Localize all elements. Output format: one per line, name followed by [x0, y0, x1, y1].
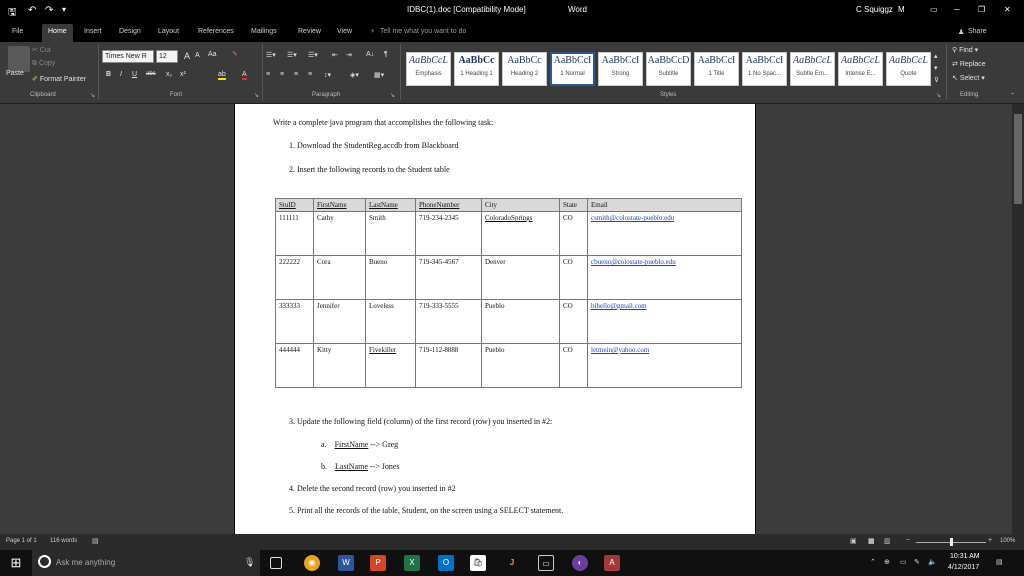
list-marker: b. [321, 462, 327, 471]
table-cell: 111111 [276, 212, 314, 256]
cut-button[interactable] [32, 46, 51, 54]
decrease-indent-icon[interactable]: ⇤ [332, 52, 338, 59]
align-center-icon[interactable]: ≡ [280, 71, 285, 78]
select-button[interactable] [952, 74, 985, 82]
step-4: 4. Delete the second record (row) you inserted in #2 [289, 484, 456, 493]
table-row [276, 256, 742, 300]
cursor-icon: ↖ [952, 75, 960, 82]
style-tile[interactable] [454, 52, 499, 86]
table-row [276, 212, 742, 256]
copy-button[interactable] [32, 60, 55, 68]
status-bar [0, 534, 1024, 550]
style-tile[interactable] [646, 52, 691, 86]
style-name: Strong [611, 71, 630, 77]
clock-time[interactable]: 10:31 AM [950, 553, 980, 560]
customize-qat-icon[interactable]: ▾ [62, 5, 67, 14]
style-sample: AaBbCcI [553, 55, 592, 66]
clear-format-icon[interactable]: ✎ [232, 51, 238, 58]
java-icon[interactable]: J [509, 558, 515, 567]
field-value: --> Jones [367, 462, 400, 471]
tell-me-search[interactable]: Tell me what you want to do [380, 28, 467, 35]
underline-button[interactable]: U [132, 71, 138, 78]
table-header-row [276, 199, 742, 212]
tray-chevron-icon[interactable]: ⌃ [870, 559, 876, 566]
table-cell: Fivekiller [366, 344, 416, 388]
table-cell: csmith@colostate-pueblo.edu [588, 212, 742, 256]
access-taskbar-icon[interactable]: A [604, 555, 620, 571]
restore-icon[interactable]: ❐ [978, 5, 986, 14]
table-cell: CO [560, 256, 588, 300]
style-tile[interactable] [598, 52, 643, 86]
style-sample: AaBbCcL [889, 55, 928, 66]
style-tile[interactable] [790, 52, 835, 86]
clock-date[interactable]: 4/12/2017 [948, 564, 980, 571]
table-cell: ColoradoSprings [482, 212, 560, 256]
user-name[interactable]: C Squiggz [856, 5, 893, 14]
app-name: Word [568, 5, 587, 14]
style-name: Subtle Em... [796, 71, 829, 77]
list-marker: a. [321, 440, 327, 449]
cortana-icon [38, 555, 51, 568]
style-sample: AaBbCcL [841, 55, 880, 66]
paragraph-launcher-icon[interactable]: ↘ [390, 93, 396, 99]
table-cell: 719-234-2345 [416, 212, 482, 256]
table-cell: 719-333-5555 [416, 300, 482, 344]
shading-icon[interactable]: ◈▾ [350, 72, 359, 79]
step-1: 1. Download the StudentReg.accdb from Blackboard [289, 141, 459, 150]
windows-start-icon[interactable]: ⊞ [10, 555, 22, 570]
document-canvas [0, 104, 1024, 534]
cut-label: Cut [39, 47, 51, 54]
print-layout-icon[interactable]: ▦ [868, 538, 875, 545]
task-view-icon[interactable] [270, 557, 282, 569]
vertical-scrollbar[interactable] [1012, 104, 1024, 534]
cortana-search-box[interactable] [32, 550, 260, 576]
align-right-icon[interactable]: ≡ [294, 71, 299, 78]
style-name: Heading 2 [510, 71, 539, 77]
justify-icon[interactable]: ≡ [308, 71, 313, 78]
lightbulb-icon: ♀ [370, 28, 376, 35]
word-count[interactable]: 116 words [50, 538, 78, 544]
step-3a [321, 440, 398, 449]
table-cell: Loveless [366, 300, 416, 344]
paste-button[interactable]: Paste [6, 70, 24, 77]
volume-icon[interactable]: 🔈 [928, 559, 937, 566]
style-tile[interactable] [406, 52, 451, 86]
style-name: 1 Title [708, 71, 725, 77]
tab-design[interactable]: Design [119, 28, 141, 35]
styles-scroll-up-icon[interactable]: ▴ [934, 53, 938, 60]
zoom-in-button[interactable]: + [988, 537, 993, 544]
font-color-icon[interactable]: A [242, 71, 247, 78]
font-size-select[interactable]: 12 [156, 50, 178, 63]
search-icon: ⚲ [952, 47, 960, 54]
chrome-icon[interactable]: ◉ [304, 555, 320, 571]
replace-button[interactable] [952, 60, 986, 68]
style-tile[interactable] [742, 52, 787, 86]
powerpoint-taskbar-icon[interactable]: P [370, 555, 386, 571]
pen-icon[interactable]: ✎ [914, 559, 920, 566]
bold-button[interactable]: B [106, 71, 112, 78]
table-cell: Bueno [366, 256, 416, 300]
outlook-taskbar-icon[interactable]: O [438, 555, 454, 571]
divider [400, 44, 401, 100]
proofing-icon[interactable]: ▤ [92, 538, 99, 545]
field-value: --> Greg [368, 440, 399, 449]
chevron-down-icon: ▾ [979, 75, 985, 82]
style-sample: AaBbCcI [745, 55, 784, 66]
clipboard-launcher-icon[interactable]: ↘ [90, 93, 96, 99]
table-cell: Smith [366, 212, 416, 256]
table-cell: Cathy [314, 212, 366, 256]
table-cell: 719-112-8888 [416, 344, 482, 388]
style-name: Subtitle [658, 71, 679, 77]
table-body [276, 212, 742, 388]
share-button[interactable]: Share [968, 28, 987, 35]
style-sample: AaBbCc [507, 55, 542, 66]
style-name: Intense E... [845, 71, 876, 77]
table-cell: CO [560, 344, 588, 388]
increase-indent-icon[interactable]: ⇥ [346, 52, 352, 59]
copy-label: Copy [38, 60, 56, 67]
battery-icon[interactable]: ▭ [900, 559, 907, 566]
style-name: 1 No Spac... [747, 71, 782, 77]
styles-group-label: Styles [660, 92, 677, 98]
subscript-button[interactable]: x₂ [166, 71, 173, 78]
change-case-button[interactable]: Aa [208, 51, 217, 58]
collapse-ribbon-icon[interactable]: ⌃ [1010, 93, 1016, 99]
app-icon[interactable]: ◐ [572, 555, 588, 571]
ribbon-tabs [0, 22, 1024, 42]
style-tile[interactable] [694, 52, 739, 86]
font-launcher-icon[interactable]: ↘ [254, 93, 260, 99]
editing-group-label: Editing [960, 92, 979, 98]
table-cell: 719-345-4567 [416, 256, 482, 300]
style-sample: AaBbCcL [793, 55, 832, 66]
style-sample: AaBbCcL [409, 55, 448, 66]
style-tile[interactable] [838, 52, 883, 86]
style-name: Emphasis [415, 71, 442, 77]
copy-icon: ⧉ [32, 60, 39, 67]
style-tile[interactable] [886, 52, 931, 86]
style-sample: AaBbCcI [697, 55, 736, 66]
network-icon[interactable]: ⊕ [884, 559, 890, 566]
table-header-cell: StuID [276, 199, 314, 212]
table-cell: 444444 [276, 344, 314, 388]
scissors-icon: ✂ [32, 47, 40, 54]
table-header-cell: City [482, 199, 560, 212]
table-cell: Pueblo [482, 300, 560, 344]
title-bar [0, 0, 1024, 22]
strikethrough-button[interactable]: abc [146, 71, 156, 77]
tab-view[interactable]: View [337, 28, 353, 35]
task-intro: Write a complete java program that accomplishes the following task: [273, 118, 494, 127]
sort-button[interactable]: A↓ [366, 51, 375, 58]
document-title: IDBC(1).doc [Compatibility Mode] [407, 5, 526, 14]
replace-label: Replace [959, 61, 986, 68]
style-name: 1 Heading 1 [460, 71, 493, 77]
zoom-slider-thumb[interactable] [950, 538, 953, 546]
style-sample: AaBbCc [458, 55, 495, 66]
clipboard-group-label: Clipboard [30, 92, 56, 98]
style-name: 1 Normal [560, 71, 585, 77]
table-cell: Jennifer [314, 300, 366, 344]
find-button[interactable] [952, 46, 978, 54]
table-header-cell: PhoneNumber [416, 199, 482, 212]
font-group-label: Font [170, 92, 183, 98]
zoom-level[interactable]: 100% [1000, 538, 1016, 544]
brush-icon: ✐ [32, 76, 40, 83]
italic-button[interactable]: I [120, 71, 122, 78]
search-placeholder: Ask me anything [56, 558, 116, 567]
table-cell: 222222 [276, 256, 314, 300]
table-header-cell: State [560, 199, 588, 212]
table-cell: 333333 [276, 300, 314, 344]
undo-icon[interactable]: ↶ [28, 5, 37, 16]
step-2: 2. Insert the following records to the Student table [289, 165, 450, 174]
tab-mailings[interactable]: Mailings [251, 28, 277, 35]
styles-scroll-down-icon[interactable]: ▾ [934, 65, 938, 72]
step-3: 3. Update the following field (column) of the first record (row) you inserted in #2: [289, 417, 553, 426]
field-name: LastName [335, 462, 368, 471]
format-painter-button[interactable] [32, 75, 86, 83]
borders-icon[interactable]: ▦▾ [374, 72, 385, 79]
style-tile[interactable] [550, 52, 595, 86]
font-family-select[interactable]: Times New R [102, 50, 154, 63]
table-cell: Pueblo [482, 344, 560, 388]
table-row [276, 344, 742, 388]
page-count[interactable]: Page 1 of 1 [6, 538, 37, 544]
grow-font-button[interactable]: A [184, 51, 191, 61]
style-sample: AaBbCcI [601, 55, 640, 66]
tab-layout[interactable]: Layout [158, 28, 180, 35]
tab-review[interactable]: Review [298, 28, 321, 35]
terminal-icon[interactable]: ▭ [538, 555, 554, 571]
tab-references[interactable]: References [198, 28, 234, 35]
highlight-icon[interactable]: ab [218, 71, 226, 78]
home-ribbon [0, 42, 1024, 104]
tab-insert[interactable]: Insert [84, 28, 102, 35]
find-label: Find [959, 47, 973, 54]
line-spacing-icon[interactable]: ↕▾ [324, 72, 332, 79]
web-layout-icon[interactable]: ▥ [884, 538, 891, 545]
paragraph-group-label: Paragraph [312, 92, 341, 98]
show-formatting-button[interactable]: ¶ [384, 51, 388, 58]
word-taskbar-icon[interactable]: W [338, 555, 354, 571]
table-cell: Denver [482, 256, 560, 300]
document-page[interactable] [234, 104, 756, 534]
table-cell: bihello@gmail.com [588, 300, 742, 344]
replace-icon: ⇄ [952, 61, 960, 68]
table-cell: cbueno@colostate-pueblo.edu [588, 256, 742, 300]
store-icon[interactable]: 🛍 [470, 555, 486, 571]
format-painter-label: Format Painter [39, 76, 87, 83]
table-cell: CO [560, 212, 588, 256]
styles-more-icon[interactable]: ⊽ [934, 77, 940, 84]
table-cell: letmein@yahoo.com [588, 344, 742, 388]
action-center-icon[interactable]: ▤ [996, 559, 1003, 566]
style-tile[interactable] [502, 52, 547, 86]
styles-launcher-icon[interactable]: ↘ [936, 93, 942, 99]
minimize-icon[interactable]: ─ [954, 5, 960, 14]
student-table [275, 198, 742, 388]
microphone-icon[interactable]: 🎙 [244, 557, 256, 567]
divider [262, 44, 263, 100]
close-icon[interactable]: ✕ [1004, 5, 1011, 14]
person-icon: ♟ [958, 29, 965, 36]
windows-taskbar [0, 550, 1024, 576]
read-mode-icon[interactable]: ▣ [850, 538, 857, 545]
bullets-icon[interactable]: ☰▾ [266, 52, 276, 59]
divider [946, 44, 947, 100]
numbering-icon[interactable]: ☰▾ [287, 52, 297, 59]
table-header-cell: LastName [366, 199, 416, 212]
divider [98, 44, 99, 100]
table-cell: Cora [314, 256, 366, 300]
shrink-font-button[interactable]: A [195, 52, 200, 59]
table-header-cell: Email [588, 199, 742, 212]
style-sample: AaBbCcD [647, 55, 690, 66]
step-5: 5. Print all the records of the table, Student, on the screen using a SELECT statement. [289, 506, 564, 515]
tab-file[interactable]: File [12, 28, 24, 35]
table-row [276, 300, 742, 344]
chevron-down-icon: ▾ [972, 47, 979, 54]
align-left-icon[interactable]: ≡ [266, 71, 271, 78]
zoom-out-button[interactable]: − [906, 537, 911, 544]
table-cell: Kitty [314, 344, 366, 388]
superscript-button[interactable]: x² [180, 71, 186, 78]
scroll-thumb[interactable] [1014, 114, 1022, 204]
excel-taskbar-icon[interactable]: X [404, 555, 420, 571]
multilevel-icon[interactable]: ☰▾ [308, 52, 318, 59]
field-name: FirstName [334, 440, 369, 449]
step-3b [321, 462, 400, 471]
redo-icon[interactable]: ↷ [45, 5, 54, 16]
save-icon[interactable]: 🖫 [8, 7, 17, 18]
ribbon-display-icon[interactable]: ▭ [930, 5, 938, 14]
user-initial[interactable]: M [898, 5, 905, 14]
style-name: Quote [900, 71, 917, 77]
table-cell: CO [560, 300, 588, 344]
table-header-cell: FirstName [314, 199, 366, 212]
select-label: Select [959, 75, 980, 82]
tab-home[interactable]: Home [42, 24, 73, 42]
clipboard-icon[interactable] [8, 46, 30, 72]
